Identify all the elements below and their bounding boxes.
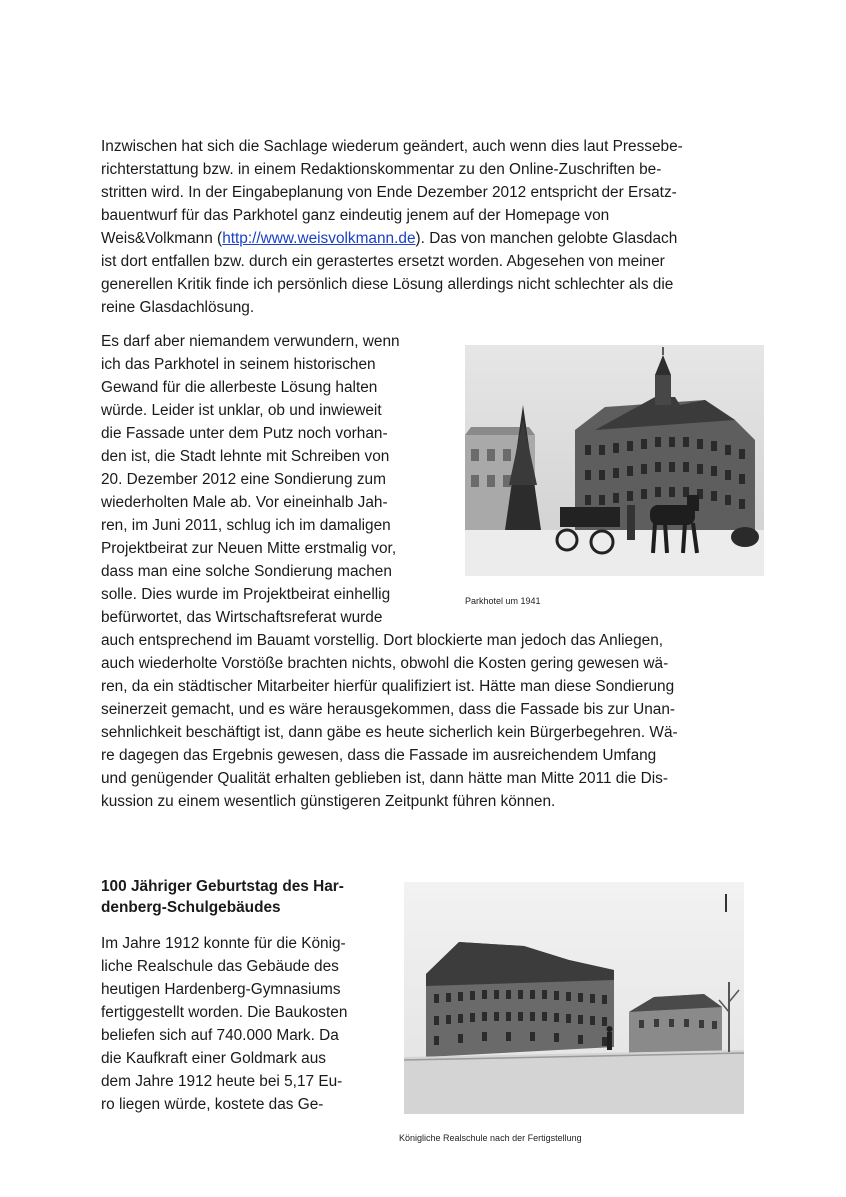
text-line: solle. Dies wurde im Projektbeirat einhellig: [101, 586, 391, 603]
text-line: stritten wird. In der Eingabeplanung von Ende Dezember 2012 entspricht der Ersatz-: [101, 184, 677, 201]
text-line: Projektbeirat zur Neuen Mitte erstmalig vor,: [101, 540, 397, 557]
text-line: dem Jahre 1912 heute bei 5,17 Eu-: [101, 1073, 343, 1090]
weisvolkmann-link[interactable]: http://www.weisvolkmann.de: [222, 230, 416, 247]
text-line: fertiggestellt worden. Die Baukosten: [101, 1004, 348, 1021]
text-line: richterstattung bzw. in einem Redaktionskommentar zu den Online-Zuschriften be-: [101, 161, 662, 178]
section-heading: denberg-Schulgebäudes: [101, 899, 281, 916]
text-line: auch entsprechend im Bauamt vorstellig. Dort blockierte man jedoch das Anliegen,: [101, 632, 664, 649]
parkhotel-photo-illustration: [465, 345, 764, 576]
realschule-photo: [404, 882, 744, 1114]
text-line: befürwortet, das Wirtschaftsreferat wurde: [101, 609, 383, 626]
text-line: [101, 228, 677, 250]
text-line: die Kaufkraft einer Goldmark aus: [101, 1050, 326, 1067]
text-line: und genügender Qualität erhalten geblieben ist, dann hätte man Mitte 2011 die Dis-: [101, 770, 668, 787]
text-line: auch wiederholte Vorstöße brachten nichts, obwohl die Kosten gering gewesen wä-: [101, 655, 669, 672]
text-line: Im Jahre 1912 konnte für die König-: [101, 935, 346, 952]
figure-caption: Königliche Realschule nach der Fertigstellung: [399, 1133, 582, 1143]
text-line: würde. Leider ist unklar, ob und inwieweit: [101, 402, 382, 419]
text-line: 20. Dezember 2012 eine Sondierung zum: [101, 471, 386, 488]
text-line: sehnlichkeit beschäftigt ist, dann gäbe es heute sicherlich kein Bürgerbegehren. Wä-: [101, 724, 678, 741]
text-line: ist dort entfallen bzw. durch ein gerastertes ersetzt worden. Abgesehen von meiner: [101, 253, 665, 270]
realschule-photo-illustration: [404, 882, 744, 1114]
text-line: Gewand für die allerbeste Lösung halten: [101, 379, 378, 396]
text-line: seinerzeit gemacht, und es wäre herausgekommen, dass die Fassade bis zur Unan-: [101, 701, 676, 718]
text-line: ren, im Juni 2011, schlug ich im damaligen: [101, 517, 391, 534]
text-line: wiederholten Male ab. Vor eineinhalb Jah-: [101, 494, 388, 511]
text-line: dass man eine solche Sondierung machen: [101, 563, 392, 580]
section-heading: 100 Jähriger Geburtstag des Har-: [101, 878, 344, 895]
text-line: beliefen sich auf 740.000 Mark. Da: [101, 1027, 339, 1044]
text-line: die Fassade unter dem Putz noch vorhan-: [101, 425, 388, 442]
text-line: kussion zu einem wesentlich günstigeren Zeitpunkt führen können.: [101, 793, 556, 810]
text-line: bauentwurf für das Parkhotel ganz eindeutig jenem auf der Homepage von: [101, 207, 610, 224]
text-line: ren, da ein städtischer Mitarbeiter hierfür qualifiziert ist. Hätte man diese Sondierung: [101, 678, 675, 695]
text-line: liche Realschule das Gebäude des: [101, 958, 339, 975]
text-segment: Weis&Volkmann (: [101, 230, 223, 247]
text-line: ich das Parkhotel in seinem historischen: [101, 356, 376, 373]
text-line: reine Glasdachlösung.: [101, 299, 255, 316]
parkhotel-photo: [465, 345, 764, 576]
text-line: Inzwischen hat sich die Sachlage wiederum geändert, auch wenn dies laut Pressebe-: [101, 138, 683, 155]
text-line: heutigen Hardenberg-Gymnasiums: [101, 981, 341, 998]
text-line: Es darf aber niemandem verwundern, wenn: [101, 333, 400, 350]
figure-caption: Parkhotel um 1941: [465, 596, 541, 606]
text-line: ro liegen würde, kostete das Ge-: [101, 1096, 324, 1113]
text-line: generellen Kritik finde ich persönlich diese Lösung allerdings nicht schlechter als die: [101, 276, 674, 293]
text-line: den ist, die Stadt lehnte mit Schreiben von: [101, 448, 390, 465]
text-segment: ). Das von manchen gelobte Glasdach: [415, 230, 678, 247]
text-line: re dagegen das Ergebnis gewesen, dass die Fassade im ausreichendem Umfang: [101, 747, 657, 764]
